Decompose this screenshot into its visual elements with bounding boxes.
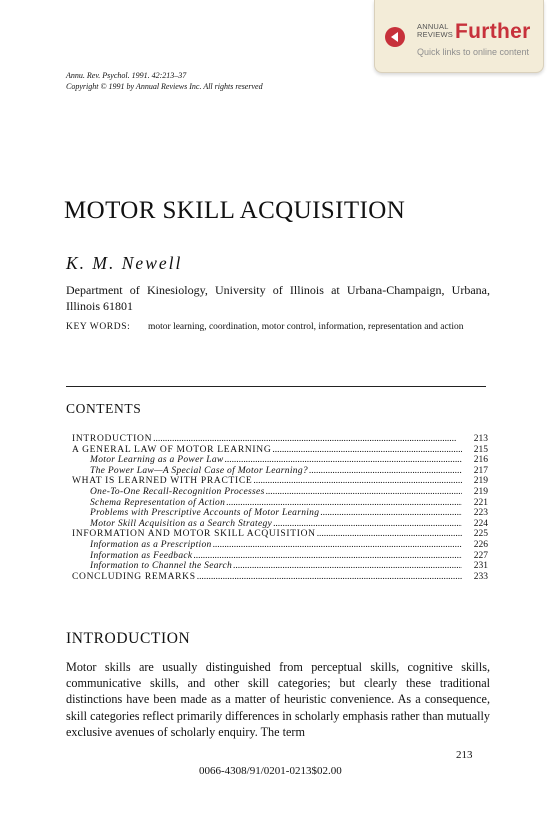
contents-heading: CONTENTS xyxy=(66,401,142,416)
toc-entry[interactable] xyxy=(72,476,488,487)
toc-entry[interactable] xyxy=(72,445,488,456)
toc-entry-label: Motor Learning as a Power Law xyxy=(90,455,224,466)
toc-entry-label: Information to Channel the Search xyxy=(90,561,233,572)
article-title: MOTOR SKILL ACQUISITION xyxy=(64,197,406,224)
toc-entry-page: 213 xyxy=(473,434,488,444)
toc-leader-dots xyxy=(226,498,462,509)
toc-entry-label: Information as Feedback xyxy=(90,550,193,561)
toc-entry-page: 224 xyxy=(473,518,488,529)
toc-leader-dots xyxy=(320,508,462,519)
toc-entry-page: 231 xyxy=(473,561,488,572)
toc-entry-page: 227 xyxy=(473,550,488,561)
keywords-label: KEY WORDS: xyxy=(66,322,131,332)
toc-entry-label: Problems with Prescriptive Accounts of Motor Learning xyxy=(90,508,320,519)
toc-entry[interactable] xyxy=(72,487,488,498)
further-badge[interactable] xyxy=(374,0,544,73)
citation-line-2: Copyright © 1991 by Annual Reviews Inc. All rights reserved xyxy=(66,81,263,91)
toc-entry-page: 233 xyxy=(473,571,488,582)
toc-leader-dots xyxy=(253,476,462,487)
annual-reviews-logo xyxy=(417,23,457,39)
toc-entry-label: CONCLUDING REMARKS xyxy=(72,571,196,582)
introduction-paragraph: Motor skills are usually distinguished from perceptual skills, cognitive skills, communicative skills, and other skill categories; but clearly these traditional distinctions have been made as a matter of heuristic convenience. As a consequence, skill categories reflect primarily differences in scholarly emphasis rather than mutually exclusive avenues of scholarly enquiry. The term xyxy=(66,660,490,739)
keywords-block xyxy=(66,322,490,334)
toc-leader-dots xyxy=(273,519,462,530)
toc-leader-dots xyxy=(225,455,462,466)
toc-leader-dots xyxy=(266,487,462,498)
toc-entry[interactable] xyxy=(72,572,488,583)
further-wordmark: Further xyxy=(455,20,531,43)
toc-entry-page: 219 xyxy=(473,476,488,487)
further-tagline: Quick links to online content xyxy=(417,47,530,57)
toc-entry-page: 219 xyxy=(473,486,488,497)
author-affiliation: Department of Kinesiology, University of Illinois at Urbana-Champaign, Urbana, Illinois 61801 xyxy=(66,283,490,313)
keywords-text: motor learning, coordination, motor control, information, representation and action xyxy=(148,322,464,332)
toc-entry[interactable] xyxy=(72,455,488,466)
toc-leader-dots xyxy=(309,466,462,477)
toc-leader-dots xyxy=(153,434,462,445)
toc-entry[interactable] xyxy=(72,529,488,540)
toc-entry-page: 226 xyxy=(473,539,488,550)
introduction-heading: INTRODUCTION xyxy=(66,630,191,647)
toc-entry-label: INFORMATION AND MOTOR SKILL ACQUISITION xyxy=(72,529,316,540)
toc-entry-label: Information as a Prescription xyxy=(90,539,212,550)
toc-entry-page: 223 xyxy=(473,508,488,519)
toc-leader-dots xyxy=(317,529,462,540)
toc-entry[interactable] xyxy=(72,551,488,562)
toc-entry-page: 217 xyxy=(473,465,488,476)
citation-line-1: Annu. Rev. Psychol. 1991. 42:213–37 xyxy=(66,71,187,80)
toc-entry-page: 216 xyxy=(473,455,488,466)
toc-entry-page: 221 xyxy=(473,497,488,508)
toc-leader-dots xyxy=(272,445,462,456)
author-name: K. M. Newell xyxy=(66,253,183,273)
toc-entry[interactable] xyxy=(72,519,488,530)
toc-entry[interactable] xyxy=(72,508,488,519)
toc-leader-dots xyxy=(213,540,462,551)
toc-entry[interactable] xyxy=(72,540,488,551)
toc-leader-dots xyxy=(233,561,462,572)
toc-entry-label: One-To-One Recall-Recognition Processes xyxy=(90,486,265,497)
toc-leader-dots xyxy=(193,551,462,562)
toc-leader-dots xyxy=(197,572,462,583)
brand-line-1: ANNUAL xyxy=(417,22,449,31)
toc-entry[interactable] xyxy=(72,498,488,509)
play-arrow-icon xyxy=(385,27,405,47)
journal-citation xyxy=(66,71,263,92)
toc-entry-label: The Power Law—A Special Case of Motor Learning? xyxy=(90,465,308,476)
brand-line-2: REVIEWS xyxy=(417,30,453,39)
table-of-contents xyxy=(72,434,488,582)
toc-entry[interactable] xyxy=(72,434,488,445)
section-divider xyxy=(66,386,486,387)
toc-entry-page: 225 xyxy=(473,529,488,540)
toc-entry-page: 215 xyxy=(473,444,488,455)
toc-entry[interactable] xyxy=(72,466,488,477)
toc-entry-label: WHAT IS LEARNED WITH PRACTICE xyxy=(72,476,253,487)
footer-code: 0066-4308/91/0201-0213$02.00 xyxy=(199,765,342,777)
toc-entry-label: A GENERAL LAW OF MOTOR LEARNING xyxy=(72,444,272,455)
toc-entry[interactable] xyxy=(72,561,488,572)
toc-entry-label: Schema Representation of Action xyxy=(90,497,226,508)
toc-entry-label: Motor Skill Acquisition as a Search Strategy xyxy=(90,518,273,529)
page-number: 213 xyxy=(456,749,473,761)
toc-entry-label: INTRODUCTION xyxy=(72,434,153,444)
